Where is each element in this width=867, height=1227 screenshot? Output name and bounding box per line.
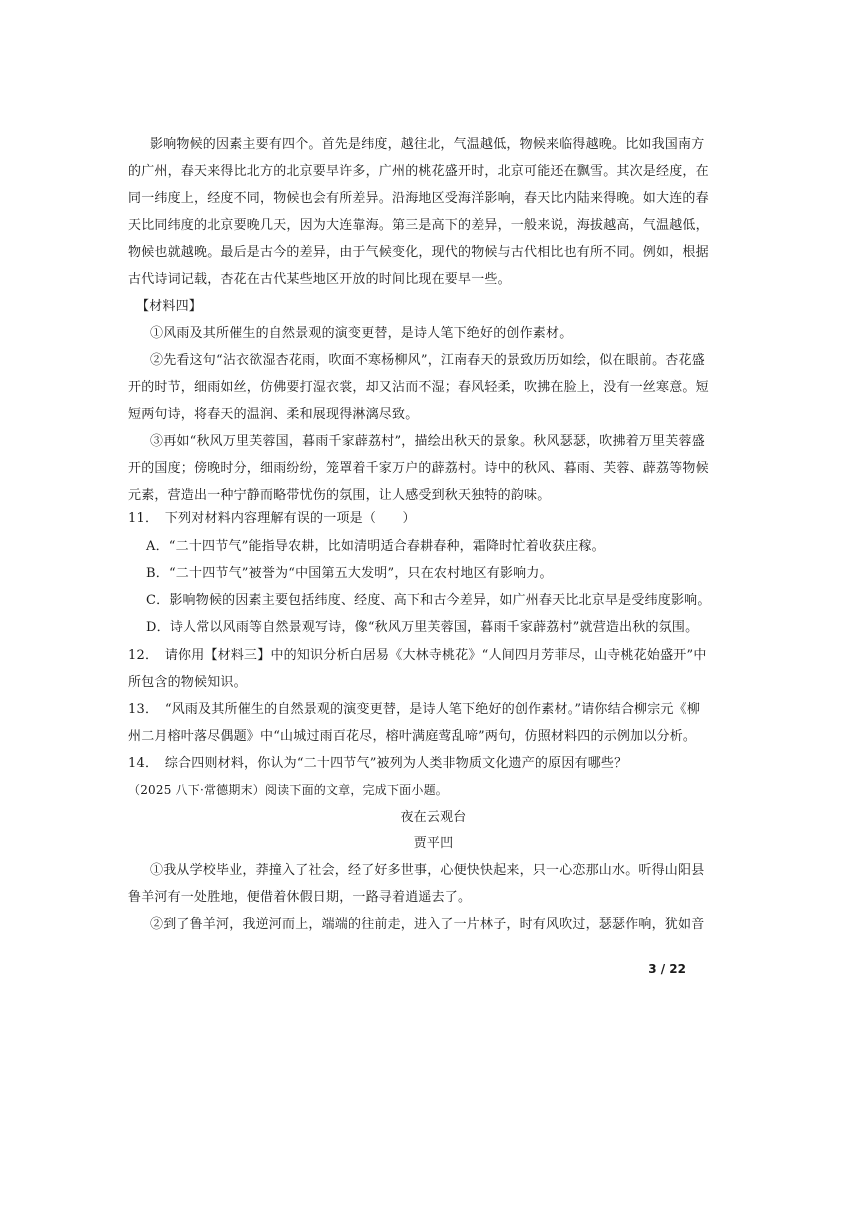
article-title: 夜在云观台 [400,810,467,825]
question-12-line-1: 12． 请你用【材料三】中的知识分析白居易《大林寺桃花》“人间四月芳菲尽，山寺桃花始盛开”中 [128,648,707,663]
para1-line-2: 的广州，春天来得比北方的北京要早许多，广州的桃花盛开时，北京可能还在飘雪。其次是经度，在 [128,164,709,179]
article-para2-line-1: ②到了鲁羊河，我逆河而上，端端的往前走，进入了一片林子，时有风吹过，瑟瑟作响，犹如音 [150,917,705,932]
m4-para2-line-2: 开的时节，细雨如丝，仿佛要打湿衣裳，却又沾而不湿；春风轻柔，吹拂在脸上，没有一丝寒意。短 [128,380,709,395]
q11-option-c: C．影响物候的因素主要包括纬度、经度、高下和古今差异，如广州春天比北京早是受纬度影响。 [146,593,711,608]
article-para1-line-2: 鲁羊河有一处胜地，便借着休假日期，一路寻着逍遥去了。 [128,890,472,905]
article-author: 贾平凹 [413,836,454,851]
article-para1-line-1: ①我从学校毕业，莽撞入了社会，经了好多世事，心便快快起来，只一心恋那山水。听得山阳县 [150,863,705,878]
material4-heading: 【材料四】 [136,299,203,314]
question-13-line-1: 13． “风雨及其所催生的自然景观的演变更替，是诗人笔下绝好的创作素材。”请你结合柳宗元《柳 [128,702,701,717]
question-13-line-2: 州二月榕叶落尽偶题》中“山城过雨百花尽，榕叶满庭莺乱啼”两句，仿照材料四的示例加以分析。 [128,729,697,744]
q11-option-d: D．诗人常以风雨等自然景观写诗，像“秋风万里芙蓉国，暮雨千家薜荔村”就营造出秋的氛围。 [146,620,699,635]
para1-line-3: 同一纬度上，经度不同，物候也会有所差异。沿海地区受海洋影响，春天比内陆来得晚。如大连的春 [128,191,709,206]
m4-para3-line-3: 元素，营造出一种宁静而略带忧伤的氛围，让人感受到秋天独特的韵味。 [128,488,551,503]
m4-para2-line-1: ②先看这句“沾衣欲湿杏花雨，吹面不寒杨柳风”，江南春天的景致历历如绘，似在眼前。杏花盛 [150,353,705,368]
para1-line-6: 古代诗词记载，杏花在古代某些地区开放的时间比现在要早一些。 [128,272,511,287]
question-11: 11． 下列对材料内容理解有误的一项是（ ） [128,511,416,526]
page-number: 3 / 22 [648,962,686,976]
para1-line-4: 天比同纬度的北京要晚几天，因为大连靠海。第三是高下的差异，一般来说，海拔越高，气温越低， [128,218,709,233]
m4-para3-line-2: 开的国度；傍晚时分，细雨纷纷，笼罩着千家万户的薜荔村。诗中的秋风、暮雨、芙蓉、薜荔等物候 [128,461,709,476]
m4-para1: ①风雨及其所催生的自然景观的演变更替，是诗人笔下绝好的创作素材。 [150,326,573,341]
question-12-line-2: 所包含的物候知识。 [128,675,247,690]
m4-para3-line-1: ③再如“秋风万里芙蓉国，暮雨千家薜荔村”，描绘出秋天的景象。秋风瑟瑟，吹拂着万里芙蓉盛 [150,434,705,449]
question-14: 14． 综合四则材料，你认为“二十四节气”被列为人类非物质文化遗产的原因有哪些？ [128,756,628,771]
q11-option-a: A．“二十四节气”能指导农耕，比如清明适合春耕春种，霜降时忙着收获庄稼。 [146,539,605,554]
para1-line-5: 物候也就越晚。最后是古今的差异，由于气候变化，现代的物候与古代相比也有所不同。例如，根据 [128,245,709,260]
q11-option-b: B．“二十四节气”被誉为“中国第五大发明”，只在农村地区有影响力。 [146,566,553,581]
para1-line-1: 影响物候的因素主要有四个。首先是纬度，越往北，气温越低，物候来临得越晚。比如我国南方 [150,137,705,152]
source-line: （2025 八下·常德期末）阅读下面的文章，完成下面小题。 [128,783,448,797]
m4-para2-line-3: 短两句诗，将春天的温润、柔和展现得淋漓尽致。 [128,407,419,422]
